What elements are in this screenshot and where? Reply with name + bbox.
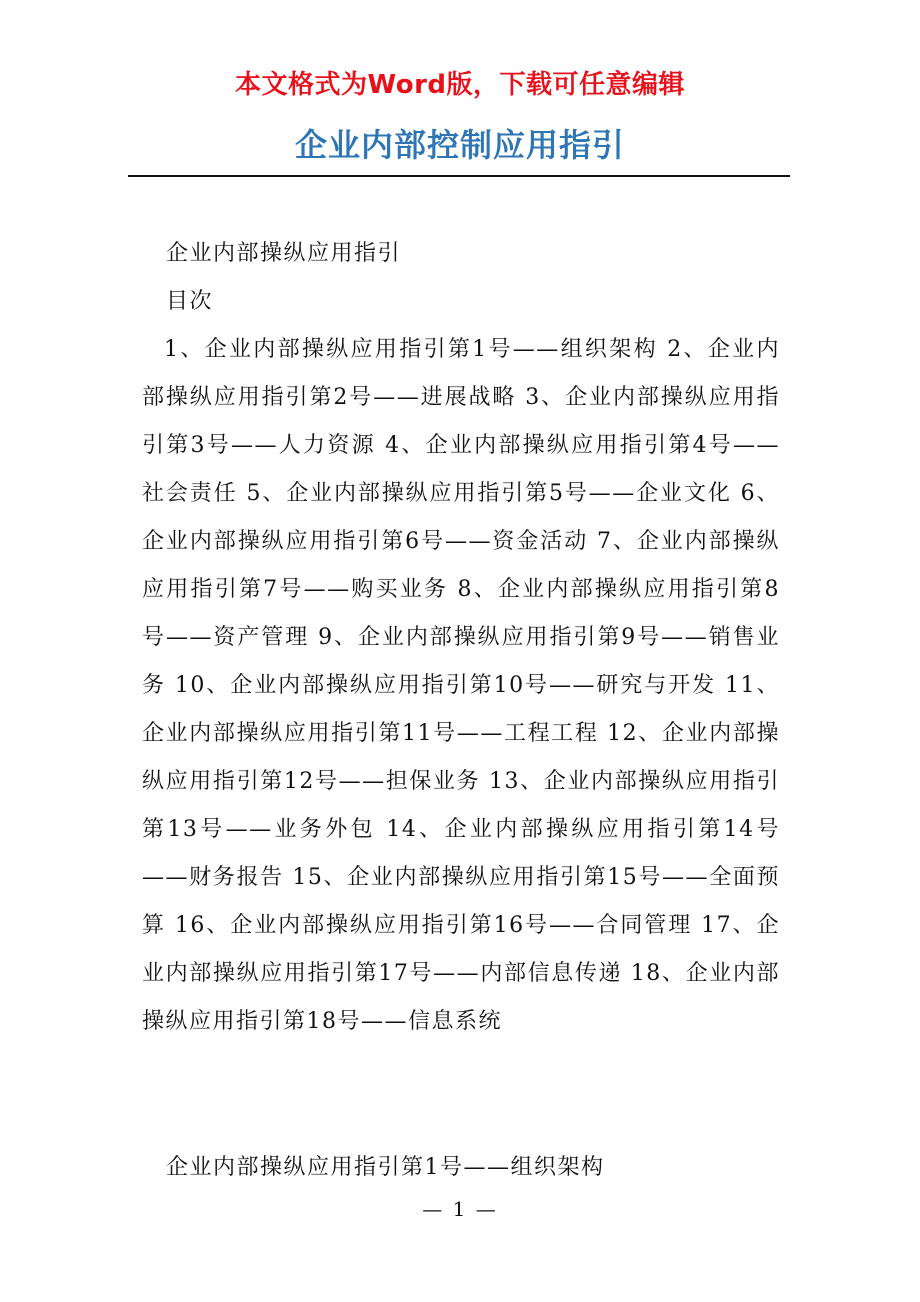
body-heading: 企业内部操纵应用指引: [166, 241, 402, 266]
section-heading: 企业内部操纵应用指引第1号——组织架构: [166, 1155, 605, 1180]
title-divider: [128, 175, 790, 177]
toc-paragraph: 1、企业内部操纵应用指引第1号——组织架构 2、企业内部操纵应用指引第2号——进展战略 3、企业内部操纵应用指引第3号——人力资源 4、企业内部操纵应用指引第4号——社会责任 5、企业内部操纵应用指引第5号——企业文化 6、企业内部操纵应用指引第6号——资金活动 7、企业内部操纵应用指引第7号——购买业务 8、企业内部操纵应用指引第8号——资产管理 9、企业内部操纵应用指引第9号——销售业务 10、企业内部操纵应用指引第10号——研究与开发 11、企业内部操纵应用指引第11号——工程工程 12、企业内部操纵应用指引第12号——担保业务 13、企业内部操纵应用指引第13号——业务外包 14、企业内部操纵应用指引第14号——财务报告 15、企业内部操纵应用指引第15号——全面预算 16、企业内部操纵应用指引第16号——合同管理 17、企业内部操纵应用指引第17号——内部信息传递 18、企业内部操纵应用指引第18号——信息系统: [142, 337, 780, 1034]
document-title: 企业内部控制应用指引: [294, 126, 625, 164]
toc-label: 目次: [166, 289, 214, 314]
download-banner: 本文格式为Word版，下载可任意编辑: [234, 70, 686, 100]
page-number: — 1 —: [422, 1197, 498, 1221]
